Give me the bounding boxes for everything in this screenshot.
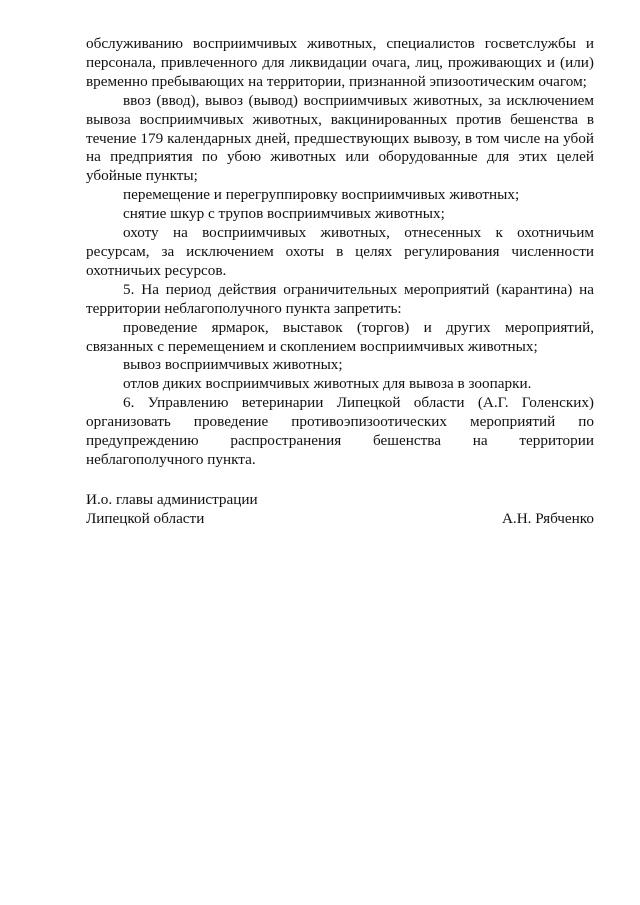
paragraph-7: проведение ярмарок, выставок (торгов) и других мероприятий, связанных с перемещением и скоплением восприимчивых животных;	[86, 318, 594, 355]
signature-title-line-1	[86, 491, 594, 510]
paragraph-3: перемещение и перегруппировку восприимчивых животных;	[123, 186, 520, 204]
paragraph-2: ввоз (ввод), вывоз (вывод) восприимчивых животных, за исключением вывоза восприимчивых животных, вакцинированных против бешенства в течение 179 календарных дней, предшествующих вывозу, в том числе на убой на предприятия по убою животных или оборудованные для этих целей убойные пункты;	[86, 91, 594, 185]
paragraph-8: вывоз восприимчивых животных;	[123, 356, 343, 374]
signer-name: А.Н. Рябченко	[501, 509, 594, 527]
signature-block	[86, 491, 594, 529]
paragraph-6: 5. На период действия ограничительных мероприятий (карантина) на территории неблагополучного пункта запретить:	[86, 280, 594, 317]
document-body	[86, 35, 594, 470]
signature-title-line-2	[86, 510, 594, 529]
signer-position: И.о. главы администрации	[86, 491, 258, 508]
signer-region: Липецкой области	[86, 509, 205, 527]
paragraph-4: снятие шкур с трупов восприимчивых животных;	[123, 205, 445, 223]
paragraph-1: обслуживанию восприимчивых животных, специалистов госветслужбы и персонала, привлеченного для ликвидации очага, лиц, проживающих и (или) временно пребывающих на территории, признанной эпизоотическим очагом;	[86, 35, 594, 90]
paragraph-9: отлов диких восприимчивых животных для вывоза в зоопарки.	[123, 375, 532, 393]
paragraph-5: охоту на восприимчивых животных, отнесенных к охотничьим ресурсам, за исключением охоты в целях регулирования численности охотничьих ресурсов.	[86, 224, 594, 279]
paragraph-10: 6. Управлению ветеринарии Липецкой области (А.Г. Голенских) организовать проведение противоэпизоотических мероприятий по предупреждению распространения бешенства на территории неблагополучного пункта.	[86, 394, 594, 468]
